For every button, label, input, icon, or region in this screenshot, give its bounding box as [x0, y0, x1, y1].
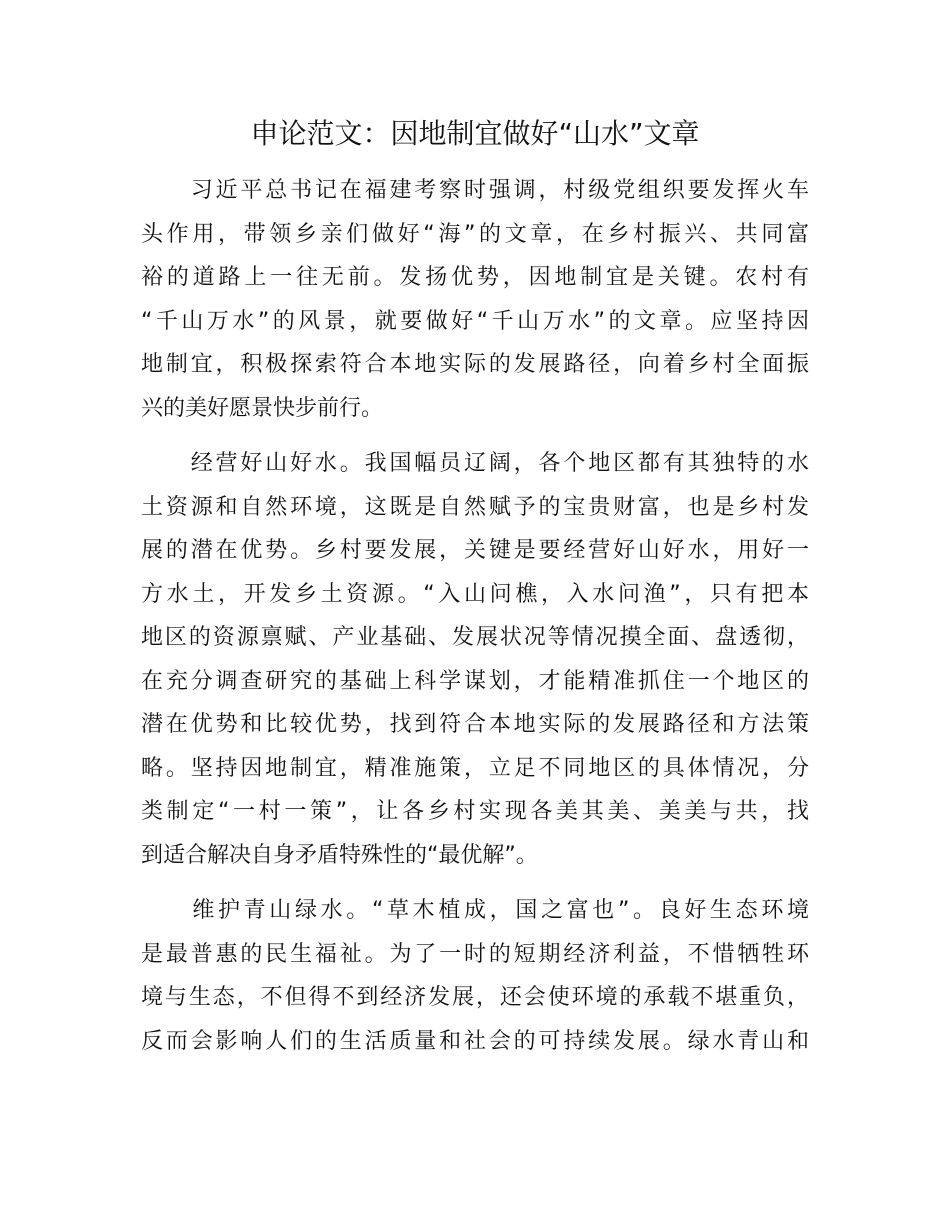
text-line: 潜在优势和比较优势，找到符合本地实际的发展路径和方法策 [141, 712, 809, 737]
paragraph-1 [141, 172, 809, 433]
text-line: 裕的道路上一往无前。发扬优势，因地制宜是关键。农村有 [141, 265, 809, 290]
text-line: 是最普惠的民生福祉。为了一时的短期经济利益，不惜牺牲环 [141, 941, 809, 967]
text-line: 境与生态，不但得不到经济发展，还会使环境的承载不堪重负， [141, 985, 809, 1010]
text-line: 土资源和自然环境，这既是自然赋予的宝贵财富，也是乡村发 [141, 494, 809, 520]
text-line: 类制定“一村一策”，让各乡村实现各美其美、美美与共，找 [141, 799, 809, 824]
text-line: 地制宜，积极探索符合本地实际的发展路径，向着乡村全面振 [141, 352, 809, 377]
text-line: 经营好山好水。我国幅员辽阔，各个地区都有其独特的水 [141, 451, 809, 476]
text-line: 反而会影响人们的生活质量和社会的可持续发展。绿水青山和 [141, 1028, 809, 1054]
paragraph-2 [141, 445, 809, 880]
text-line: 维护青山绿水。“草木植成，国之富也”。良好生态环境 [141, 898, 809, 923]
text-line: 略。坚持因地制宜，精准施策，立足不同地区的具体情况，分 [141, 755, 809, 781]
document-title: 申论范文：因地制宜做好“山水”文章 [250, 117, 700, 150]
text-line: 方水土，开发乡土资源。“入山问樵，入水问渔”，只有把本 [141, 581, 809, 607]
text-line: 习近平总书记在福建考察时强调，村级党组织要发挥火车 [141, 178, 809, 203]
text-line: 在充分调查研究的基础上科学谋划，才能精准抓住一个地区的 [141, 668, 809, 694]
text-line: 头作用，带领乡亲们做好“海”的文章，在乡村振兴、共同富 [141, 221, 809, 247]
text-line: 地区的资源禀赋、产业基础、发展状况等情况摸全面、盘透彻， [141, 625, 809, 650]
text-line: 到适合解决自身矛盾特殊性的“最优解”。 [141, 842, 538, 868]
text-line: “千山万水”的风景，就要做好“千山万水”的文章。应坚持因 [141, 308, 809, 334]
document-body [141, 172, 809, 1078]
text-line: 兴的美好愿景快步前行。 [141, 395, 384, 421]
text-line: 展的潜在优势。乡村要发展，关键是要经营好山好水，用好一 [141, 538, 809, 563]
paragraph-3 [141, 892, 809, 1066]
